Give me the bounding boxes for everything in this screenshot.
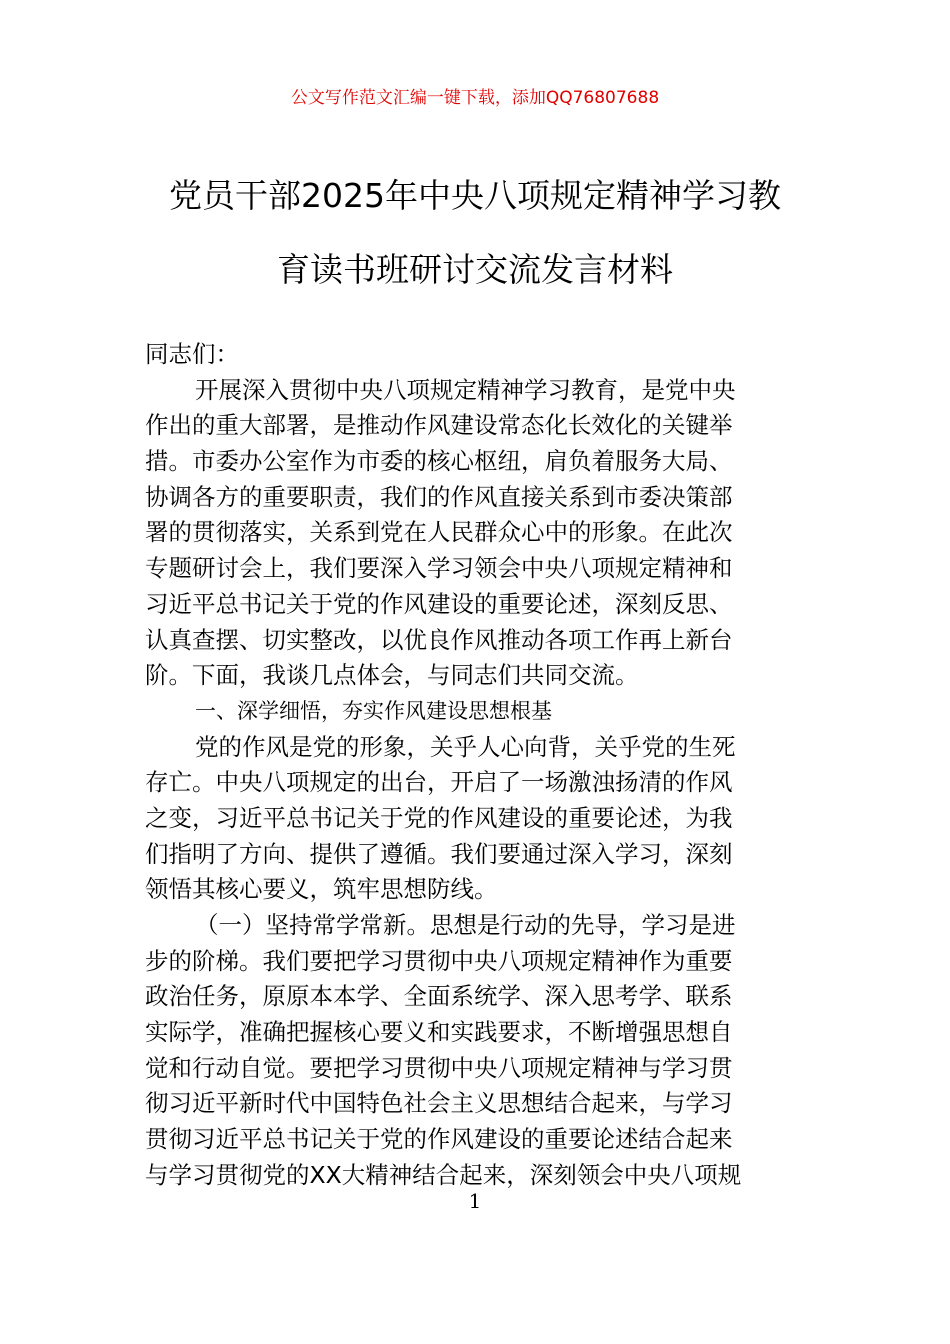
paragraph-line: 贯彻习近平总书记关于党的作风建设的重要论述结合起来 — [145, 1125, 733, 1154]
section-heading: 一、深学细悟，夯实作风建设思想根基 — [195, 698, 552, 723]
document-title — [120, 172, 830, 320]
paragraph-line: 步的阶梯。我们要把学习贯彻中央八项规定精神作为重要 — [145, 946, 733, 975]
paragraph-line: 习近平总书记关于党的作风建设的重要论述，深刻反思、 — [145, 589, 733, 618]
paragraph-line: 署的贯彻落实，关系到党在人民群众心中的形象。在此次 — [145, 518, 733, 547]
paragraph-line: 觉和行动自觉。要把学习贯彻中央八项规定精神与学习贯 — [145, 1053, 733, 1082]
salutation: 同志们： — [145, 340, 239, 368]
paragraph-line: 领悟其核心要义，筑牢思想防线。 — [145, 875, 498, 904]
download-notice: 公文写作范文汇编一键下载，添加QQ76807688 — [290, 88, 660, 108]
paragraph-line: 存亡。中央八项规定的出台，开启了一场激浊扬清的作风 — [145, 768, 733, 797]
paragraph-line: 党的作风是党的形象，关乎人心向背，关乎党的生死 — [195, 732, 736, 761]
title-line-2: 育读书班研讨交流发言材料 — [277, 250, 673, 289]
paragraph-line: 协调各方的重要职责，我们的作风直接关系到市委决策部 — [145, 482, 733, 511]
paragraph-line: 政治任务，原原本本学、全面系统学、深入思考学、联系 — [145, 982, 733, 1011]
paragraph-line: 开展深入贯彻中央八项规定精神学习教育，是党中央 — [195, 375, 736, 404]
paragraph-line: 实际学，准确把握核心要义和实践要求，不断增强思想自 — [145, 1018, 733, 1047]
paragraph-line: 之变，习近平总书记关于党的作风建设的重要论述，为我 — [145, 803, 733, 832]
paragraph-line: 彻习近平新时代中国特色社会主义思想结合起来，与学习 — [145, 1089, 733, 1118]
title-line-1: 党员干部2025年中央八项规定精神学习教 — [169, 176, 781, 215]
subsection-line: （一）坚持常学常新。思想是行动的先导，学习是进 — [195, 911, 736, 939]
paragraph-line: 与学习贯彻党的XX大精神结合起来，深刻领会中央八项规 — [145, 1160, 742, 1189]
paragraph-line: 作出的重大部署，是推动作风建设常态化长效化的关键举 — [145, 411, 733, 440]
paragraph-line: 专题研讨会上，我们要深入学习领会中央八项规定精神和 — [145, 554, 733, 583]
paragraph-line: 阶。下面，我谈几点体会，与同志们共同交流。 — [145, 661, 639, 690]
paragraph-line: 们指明了方向、提供了遵循。我们要通过深入学习，深刻 — [145, 839, 733, 868]
paragraph-line: 认真查摆、切实整改，以优良作风推动各项工作再上新台 — [145, 625, 733, 654]
document-body — [145, 337, 805, 1194]
paragraph-line: 措。市委办公室作为市委的核心枢纽，肩负着服务大局、 — [145, 447, 733, 476]
page-number: 1 — [468, 1189, 482, 1213]
